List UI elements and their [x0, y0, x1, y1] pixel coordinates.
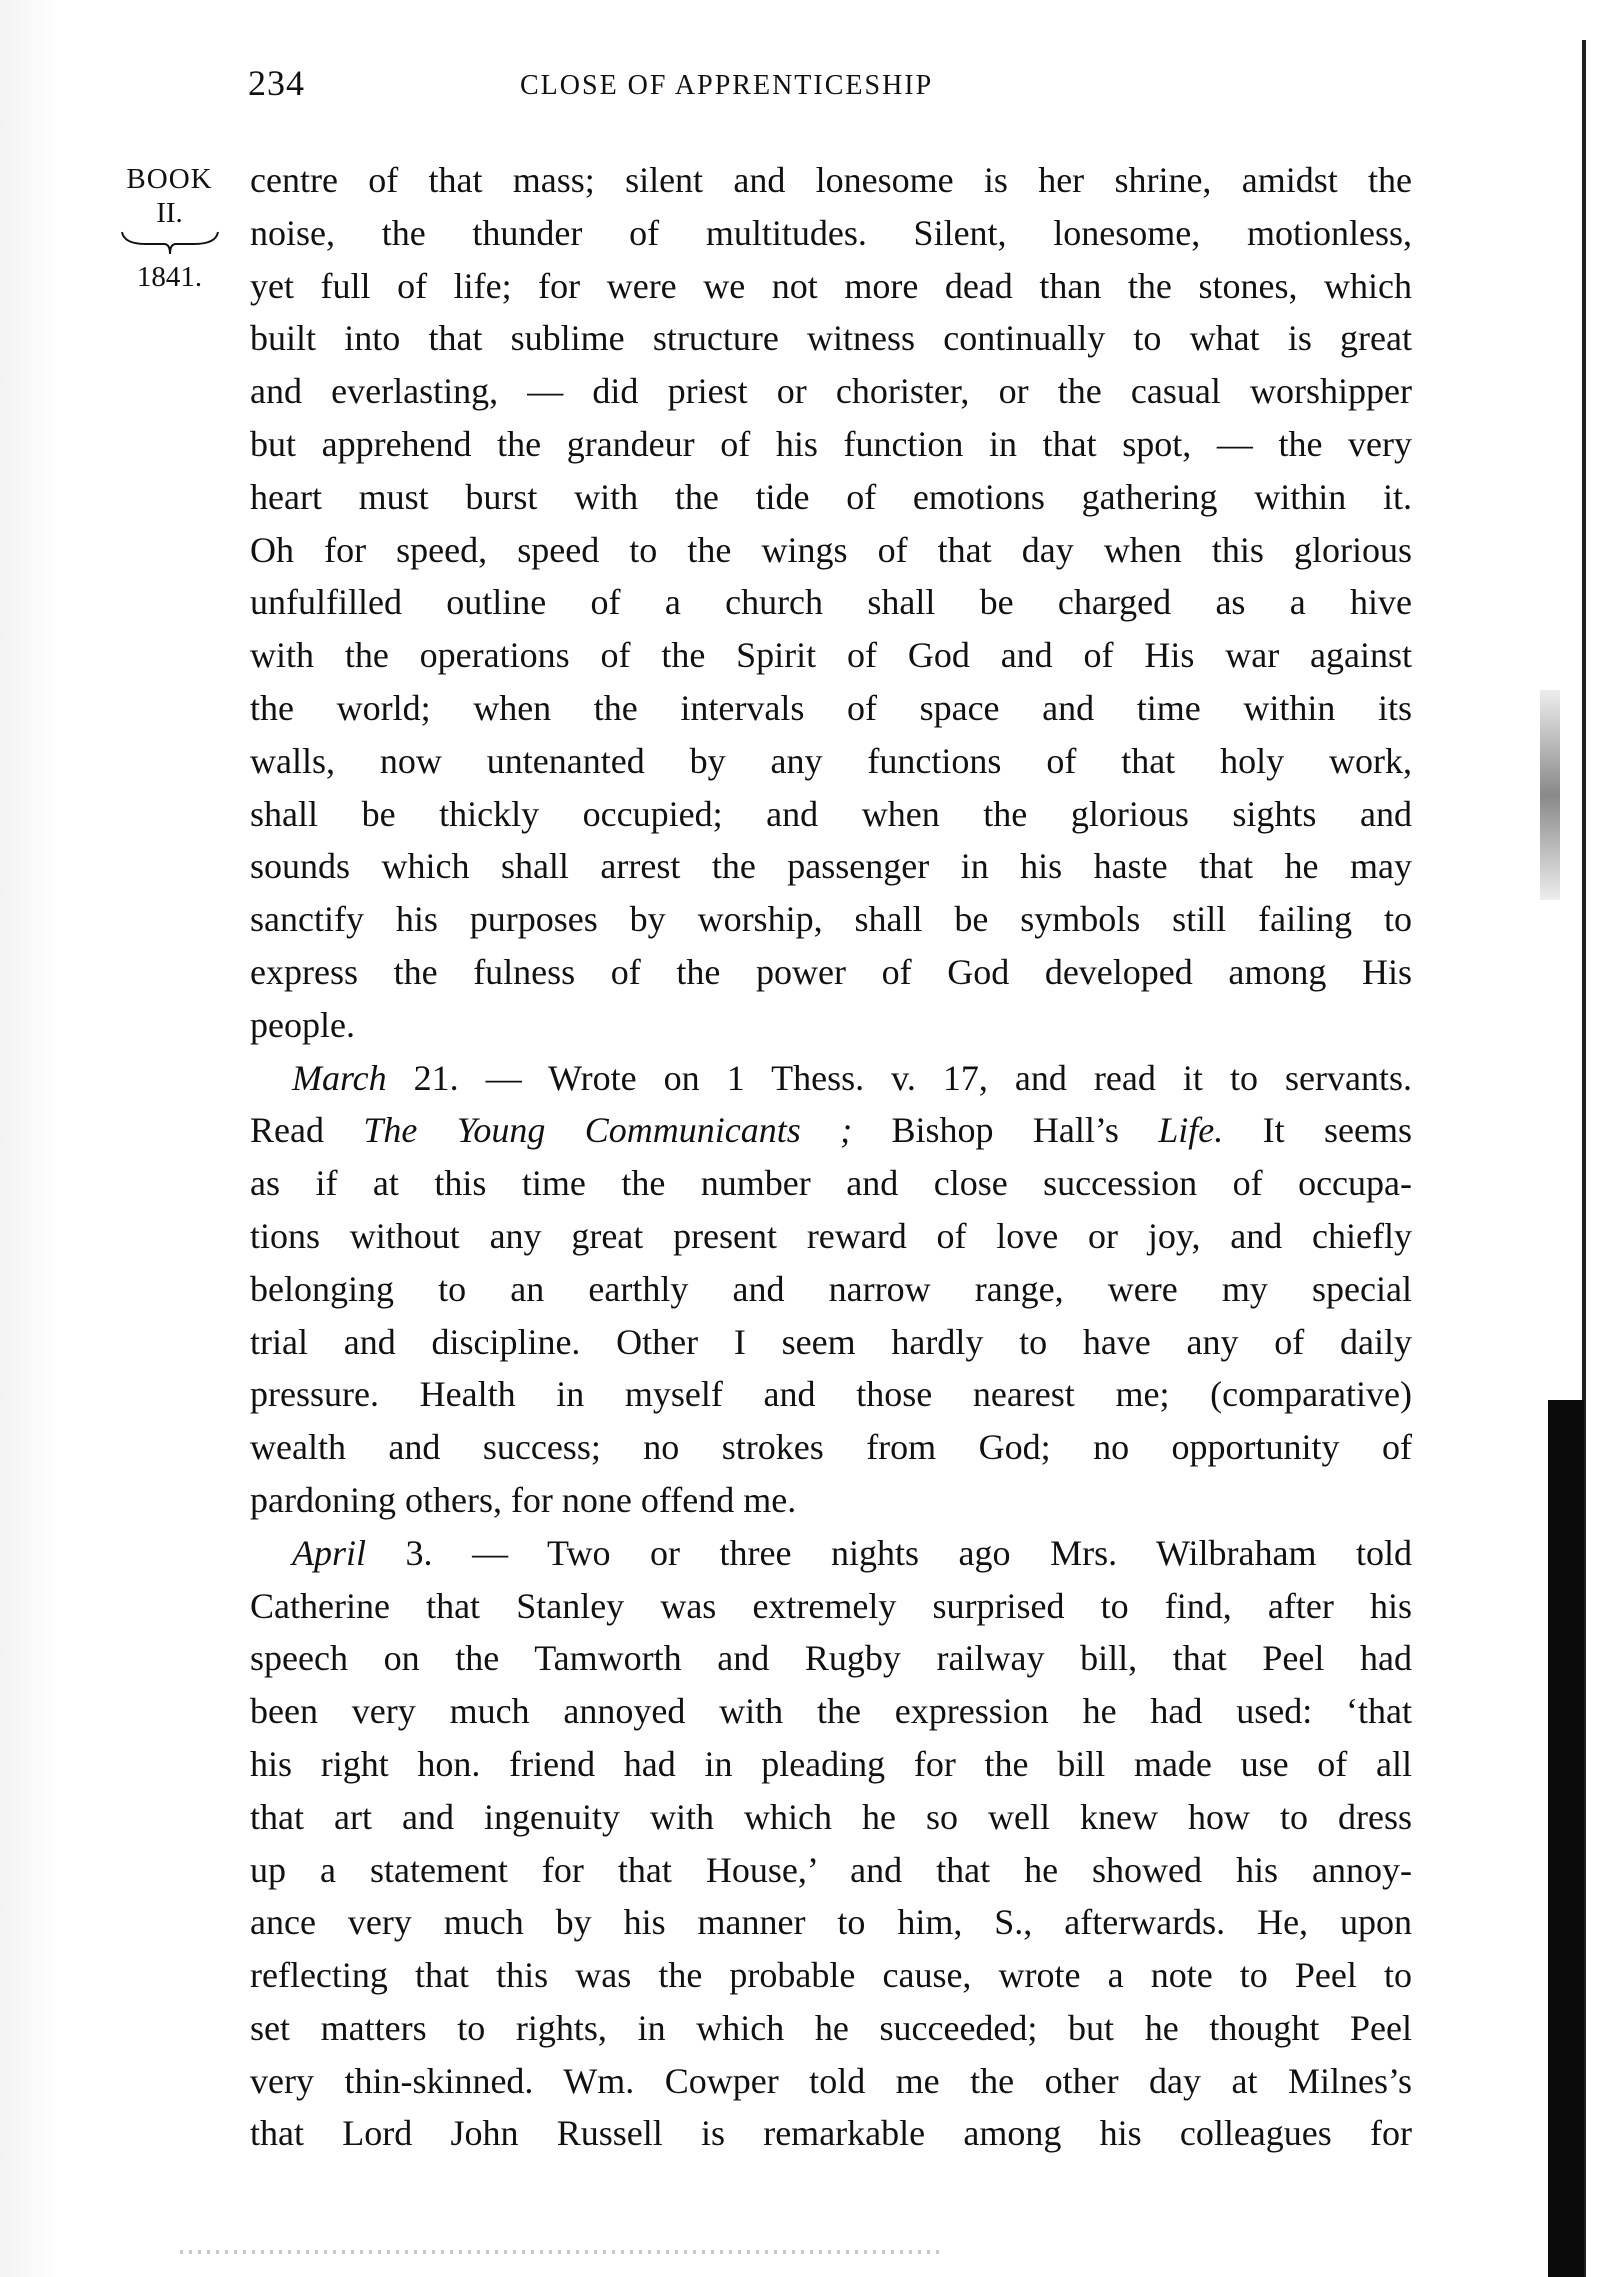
page-edge-shadow	[1548, 1400, 1584, 2277]
margin-year: 1841.	[136, 261, 203, 293]
text-line: with the operations of the Spirit of God and of His war against	[250, 635, 1412, 676]
text-line: been very much annoyed with the expression he had used: ‘that	[250, 1691, 1412, 1732]
scan-edge-shadow	[0, 0, 60, 2277]
march-entry-line	[250, 1052, 1412, 1105]
march-date-rest: 21. — Wrote on 1 Thess. v. 17, and read it to servants.	[386, 1057, 1412, 1098]
text-line: sounds which shall arrest the passenger in his haste that he may	[250, 846, 1412, 887]
april-date-rest: 3. — Two or three nights ago Mrs. Wilbraham told	[366, 1532, 1412, 1573]
body-text	[250, 154, 1412, 2160]
margin-note	[112, 162, 227, 294]
text-line: sanctify his purposes by worship, shall be symbols still failing to	[250, 899, 1412, 940]
march-bishop-hall: Bishop Hall’s	[852, 1110, 1159, 1151]
text-line: Oh for speed, speed to the wings of that day when this glorious	[250, 529, 1412, 570]
bottom-scan-dots	[180, 2250, 940, 2254]
text-line: tions without any great present reward of love or joy, and chiefly	[250, 1215, 1412, 1256]
text-line: speech on the Tamworth and Rugby railway bill, that Peel had	[250, 1638, 1412, 1679]
april-entry-line	[250, 1527, 1412, 1580]
book-title-life: Life.	[1158, 1110, 1224, 1151]
text-line: wealth and success; no strokes from God; no opportunity of	[250, 1427, 1412, 1468]
april-date-word: April	[292, 1532, 367, 1573]
text-line: noise, the thunder of multitudes. Silent, lonesome, motionless,	[250, 212, 1412, 253]
margin-volume: II.	[156, 197, 183, 229]
text-line: that art and ingenuity with which he so well knew how to dress	[250, 1796, 1412, 1837]
march-read-label: Read	[250, 1110, 364, 1151]
text-line: trial and discipline. Other I seem hardly to have any of daily	[250, 1321, 1412, 1362]
march-it-seems: It seems	[1223, 1110, 1413, 1151]
text-line: pardoning others, for none offend me.	[250, 1479, 797, 1520]
brace-icon	[120, 230, 220, 256]
book-title-young-communicants: The Young Communicants ;	[363, 1110, 853, 1151]
text-line: reflecting that this was the probable cause, wrote a note to Peel to	[250, 1955, 1412, 1996]
text-line: as if at this time the number and close succession of occupa-	[250, 1163, 1412, 1204]
text-line: and everlasting, — did priest or chorister, or the casual worshipper	[250, 371, 1412, 412]
text-line: shall be thickly occupied; and when the glorious sights and	[250, 793, 1412, 834]
text-line: ance very much by his manner to him, S., afterwards. He, upon	[250, 1902, 1412, 1943]
page-number: 234	[248, 63, 305, 103]
text-line: set matters to rights, in which he succeeded; but he thought Peel	[250, 2007, 1412, 2048]
text-line: heart must burst with the tide of emotions gathering within it.	[250, 476, 1412, 517]
text-line: up a statement for that House,’ and that he showed his annoy-	[250, 1849, 1412, 1890]
text-line: built into that sublime structure witness continually to what is great	[250, 318, 1412, 359]
text-line: express the fulness of the power of God developed among His	[250, 951, 1412, 992]
text-line: belonging to an earthly and narrow range, were my special	[250, 1268, 1412, 1309]
text-line: walls, now untenanted by any functions of that holy work,	[250, 740, 1412, 781]
text-line: very thin-skinned. Wm. Cowper told me the other day at Milnes’s	[250, 2060, 1412, 2101]
text-line: unfulfilled outline of a church shall be charged as a hive	[250, 582, 1412, 623]
scan-smudge	[1540, 690, 1560, 900]
text-line: people.	[250, 1004, 355, 1045]
running-head: CLOSE OF APPRENTICESHIP	[520, 70, 934, 101]
march-reading-line	[250, 1104, 1412, 1157]
text-line: yet full of life; for were we not more dead than the stones, which	[250, 265, 1412, 306]
text-line: pressure. Health in myself and those nearest me; (comparative)	[250, 1374, 1412, 1415]
text-line: his right hon. friend had in pleading for the bill made use of all	[250, 1743, 1412, 1784]
text-line: the world; when the intervals of space and time within its	[250, 687, 1412, 728]
text-line: but apprehend the grandeur of his function in that spot, — the very	[250, 423, 1412, 464]
text-line: centre of that mass; silent and lonesome is her shrine, amidst the	[250, 160, 1412, 200]
margin-book-label: BOOK	[126, 163, 213, 195]
text-line: that Lord John Russell is remarkable among his colleagues for	[250, 2113, 1412, 2154]
text-line: Catherine that Stanley was extremely surprised to find, after his	[250, 1585, 1412, 1626]
march-date-word: March	[292, 1057, 387, 1098]
